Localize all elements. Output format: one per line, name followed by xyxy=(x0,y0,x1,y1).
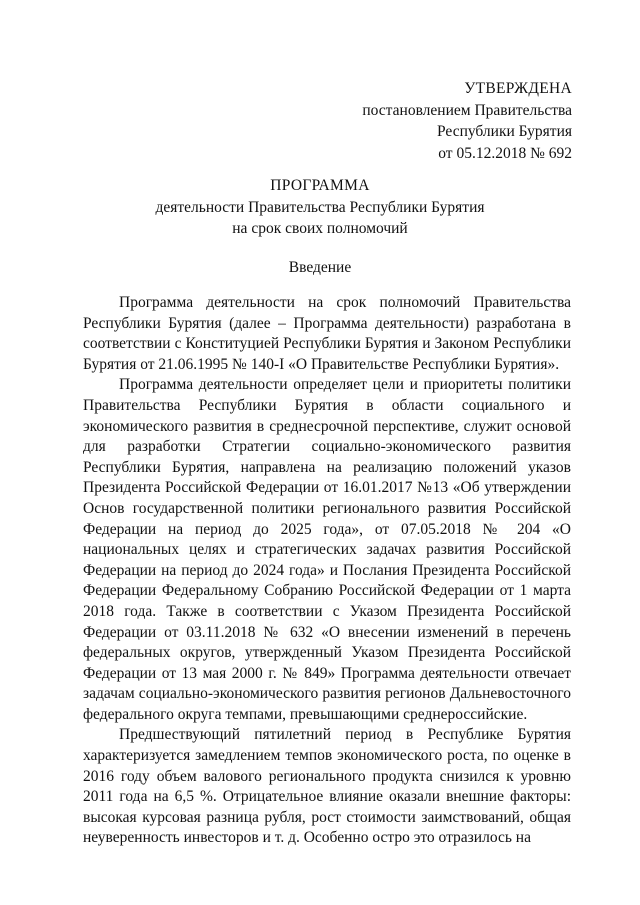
program-subtitle-1: деятельности Правительства Республики Бурятия xyxy=(155,198,485,216)
paragraph-1: Программа деятельности на срок полномочий Правительства Республики Бурятия (далее – Программа деятельности) разработана в соответствии с Конституцией Республики Бурятия и Законом Республики Бурятия от 21.06.1995 № 140-I «О Правительстве Республики Бурятия». xyxy=(83,294,571,373)
body-text xyxy=(83,293,571,849)
approval-line-2: Республики Бурятия xyxy=(437,123,572,140)
approval-block xyxy=(362,78,572,164)
section-title: Введение xyxy=(288,259,352,276)
paragraph-3: Предшествующий пятилетний период в Республике Бурятия характеризуется замедлением темпов экономического роста, по оценке в 2016 году объем валового регионального продукта снизился к уровню 2011 года на 6,5 %. Отрицательное влияние оказали внешние факторы: высокая курсовая разница рубля, рост стоимости заимствований, общая неуверенность инвесторов и т. д. Особенно остро это отразилось на xyxy=(83,726,571,847)
program-title: ПРОГРАММА xyxy=(270,177,370,194)
approval-line-3: от 05.12.2018 № 692 xyxy=(438,144,572,162)
approval-line-1: постановлением Правительства xyxy=(362,101,572,119)
program-subtitle-2: на срок своих полномочий xyxy=(232,220,408,237)
approval-title: УТВЕРЖДЕНА xyxy=(464,80,572,97)
program-heading xyxy=(0,175,640,240)
paragraph-2: Программа деятельности определяет цели и приоритеты политики Правительства Республики Бурятия в области социального и экономического развития в среднесрочной перспективе, служит основой для разработки Стратегии социально-экономического развития Республики Бурятия, направлена на реализацию положений указов Президента Российской Федерации от 16.01.2017 №13 «Об утверждении Основ государственной политики регионального развития Российской Федерации на период до 2025 года», от 07.05.2018 № 204 «О национальных целях и стратегических задачах развития Российской Федерации на период до 2024 года» и Послания Президента Российской Федерации Федеральному Собранию Российской Федерации от 1 марта 2018 года. Также в соответствии с Указом Президента Российской Федерации от 03.11.2018 № 632 «О внесении изменений в перечень федеральных округов, утвержденный Указом Президента Российской Федерации от 13 мая 2000 г. № 849» Программа деятельности отвечает задачам социально-экономического развития регионов Дальневосточного федерального округа темпами, превышающими среднероссийские. xyxy=(83,376,571,723)
